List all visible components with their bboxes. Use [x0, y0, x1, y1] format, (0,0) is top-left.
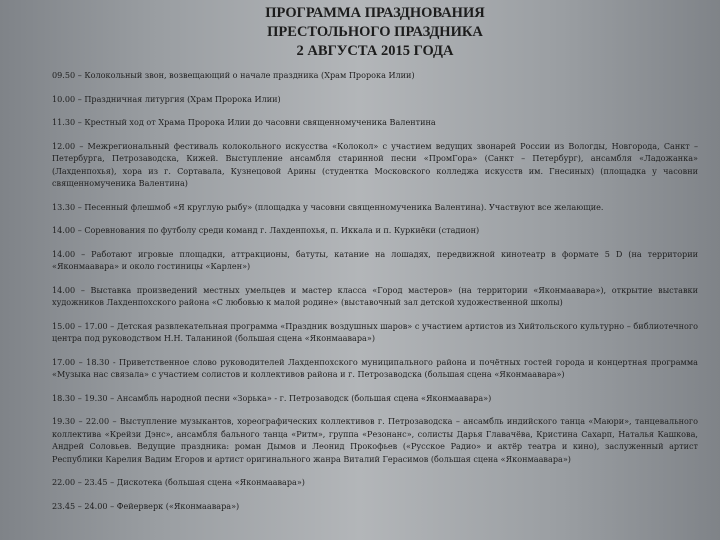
program-item-text: – Фейерверк («Яконмаавара»)	[107, 500, 240, 511]
program-item-time: 18.30 – 19.30	[52, 392, 108, 403]
document-title	[52, 4, 698, 61]
program-item-text: – Соревнования по футболу среди команд г. Лахденпохья, п. Иккала и п. Куркиёки (стадион)	[75, 225, 480, 235]
program-item-text: – Выступление музыкантов, хореографических коллективов г. Петрозаводска – ансамбль индийского танца «Маюри», танцевального коллектива «Крейзи Дэнс», ансамбля бального танца «Ритм», группа «Резонанс», солисты Дарья Главачёва, Кристина Сахарп, Наталья Кашкова, Андрей Соловьев. Ведущие праздника: роман Дымов и Леонид Прокофьев («Русское Радио» и актёр театра и кино), заслуженный артист Республики Карелия Вадим Егоров и артист оригинального жанра Виталий Герасимов (большая сцена «Яконмаавара»)	[52, 416, 698, 464]
program-item	[52, 224, 698, 237]
program-item-text: – Детская развлекательная программа «Праздник воздушных шаров» с участием артистов из Хийтольского культурно – библиотечного центра под руководством Н.Н. Таланиной (большая сцена «Яконмаавара»)	[52, 320, 698, 343]
program-list	[52, 69, 698, 512]
program-item	[52, 140, 698, 190]
title-line-2: ПРЕСТОЛЬНОГО ПРАЗДНИКА	[267, 24, 483, 40]
program-item-text: – Колокольный звон, возвещающий о начале праздника (Храм Пророка Илии)	[75, 70, 415, 80]
program-item-text: – Крестный ход от Храма Пророка Илии до часовни священномученика Валентина	[75, 117, 436, 127]
program-item-time: 11.30	[52, 117, 76, 127]
program-item-time: 14.00	[52, 284, 76, 295]
program-item-text: – Работают игровые площадки, аттракционы, батуты, катание на лошадях, передвижной кинотеатр в формате 5 D (на территории «Яконмаавара» и около гостиницы «Карлен»)	[52, 248, 698, 271]
program-item-text: – Ансамбль народной песни «Зорька» - г. Петрозаводск (большая сцена «Яконмаавара»)	[107, 392, 492, 403]
program-item	[52, 415, 698, 465]
program-item-time: 14.00	[52, 248, 76, 259]
program-item-time: 12.00	[52, 140, 76, 151]
program-item-time: 15.00 – 17.00	[52, 320, 108, 331]
program-item	[52, 116, 698, 129]
title-line-3: 2 АВГУСТА 2015 ГОДА	[296, 43, 454, 59]
program-item-time: 14.00	[52, 225, 76, 235]
program-item	[52, 248, 698, 273]
title-line-1: ПРОГРАММА ПРАЗДНОВАНИЯ	[265, 5, 485, 21]
program-item	[52, 476, 698, 489]
program-item-text: – Песенный флешмоб «Я круглую рыбу» (площадка у часовни священномученика Валентина). Участвуют все желающие.	[75, 201, 604, 212]
program-item-text: – Праздничная литургия (Храм Пророка Илии)	[75, 93, 281, 104]
program-item-text: – Выставка произведений местных умельцев и мастер класса «Город мастеров» (на территории «Яконмаавара»), открытие выставки художников Лахденпохского района «С любовью к малой родине» (выставочный зал детской художественной школы)	[52, 284, 698, 307]
program-item-time: 19.30 – 22.00	[52, 416, 110, 426]
program-item	[52, 320, 698, 345]
program-item-text: – Межрегиональный фестиваль колокольного искусства «Колокол» с участием ведущих звонарей России из Вологды, Новгорода, Санкт – Петербурга, Петрозаводска, Кижей. Выступление ансамбля старинной песни «ПромГора» (Санкт – Петербург), ансамбля «Ладожанка» (Лахденпохья), хора из г. Сортавала, Кузнецовой Арины (студентка Московского колледжа искусств им. Гнесиных) (площадка у часовни священномученика Валентина)	[52, 140, 698, 188]
program-item-text: - Приветственное слово руководителей Лахденпохского муниципального района и почётных гостей города и концертная программа «Музыка нас связала» с участием солистов и коллективов района и г. Петрозаводска (большая сцена «Яконмаавара»)	[52, 356, 698, 379]
program-item-time: 17.00 – 18.30	[52, 356, 110, 367]
program-item-time: 09.50	[52, 70, 76, 80]
program-item	[52, 392, 698, 405]
program-item-time: 10.00	[52, 93, 76, 104]
program-item-text: – Дискотека (большая сцена «Яконмаавара»)	[107, 477, 305, 487]
program-item	[52, 500, 698, 513]
program-item-time: 23.45 – 24.00	[52, 500, 108, 511]
program-item	[52, 93, 698, 106]
program-item-time: 13.30	[52, 201, 76, 212]
program-item	[52, 201, 698, 214]
program-item	[52, 356, 698, 381]
program-item	[52, 284, 698, 309]
program-item	[52, 69, 698, 82]
program-item-time: 22.00 – 23.45	[52, 477, 108, 487]
